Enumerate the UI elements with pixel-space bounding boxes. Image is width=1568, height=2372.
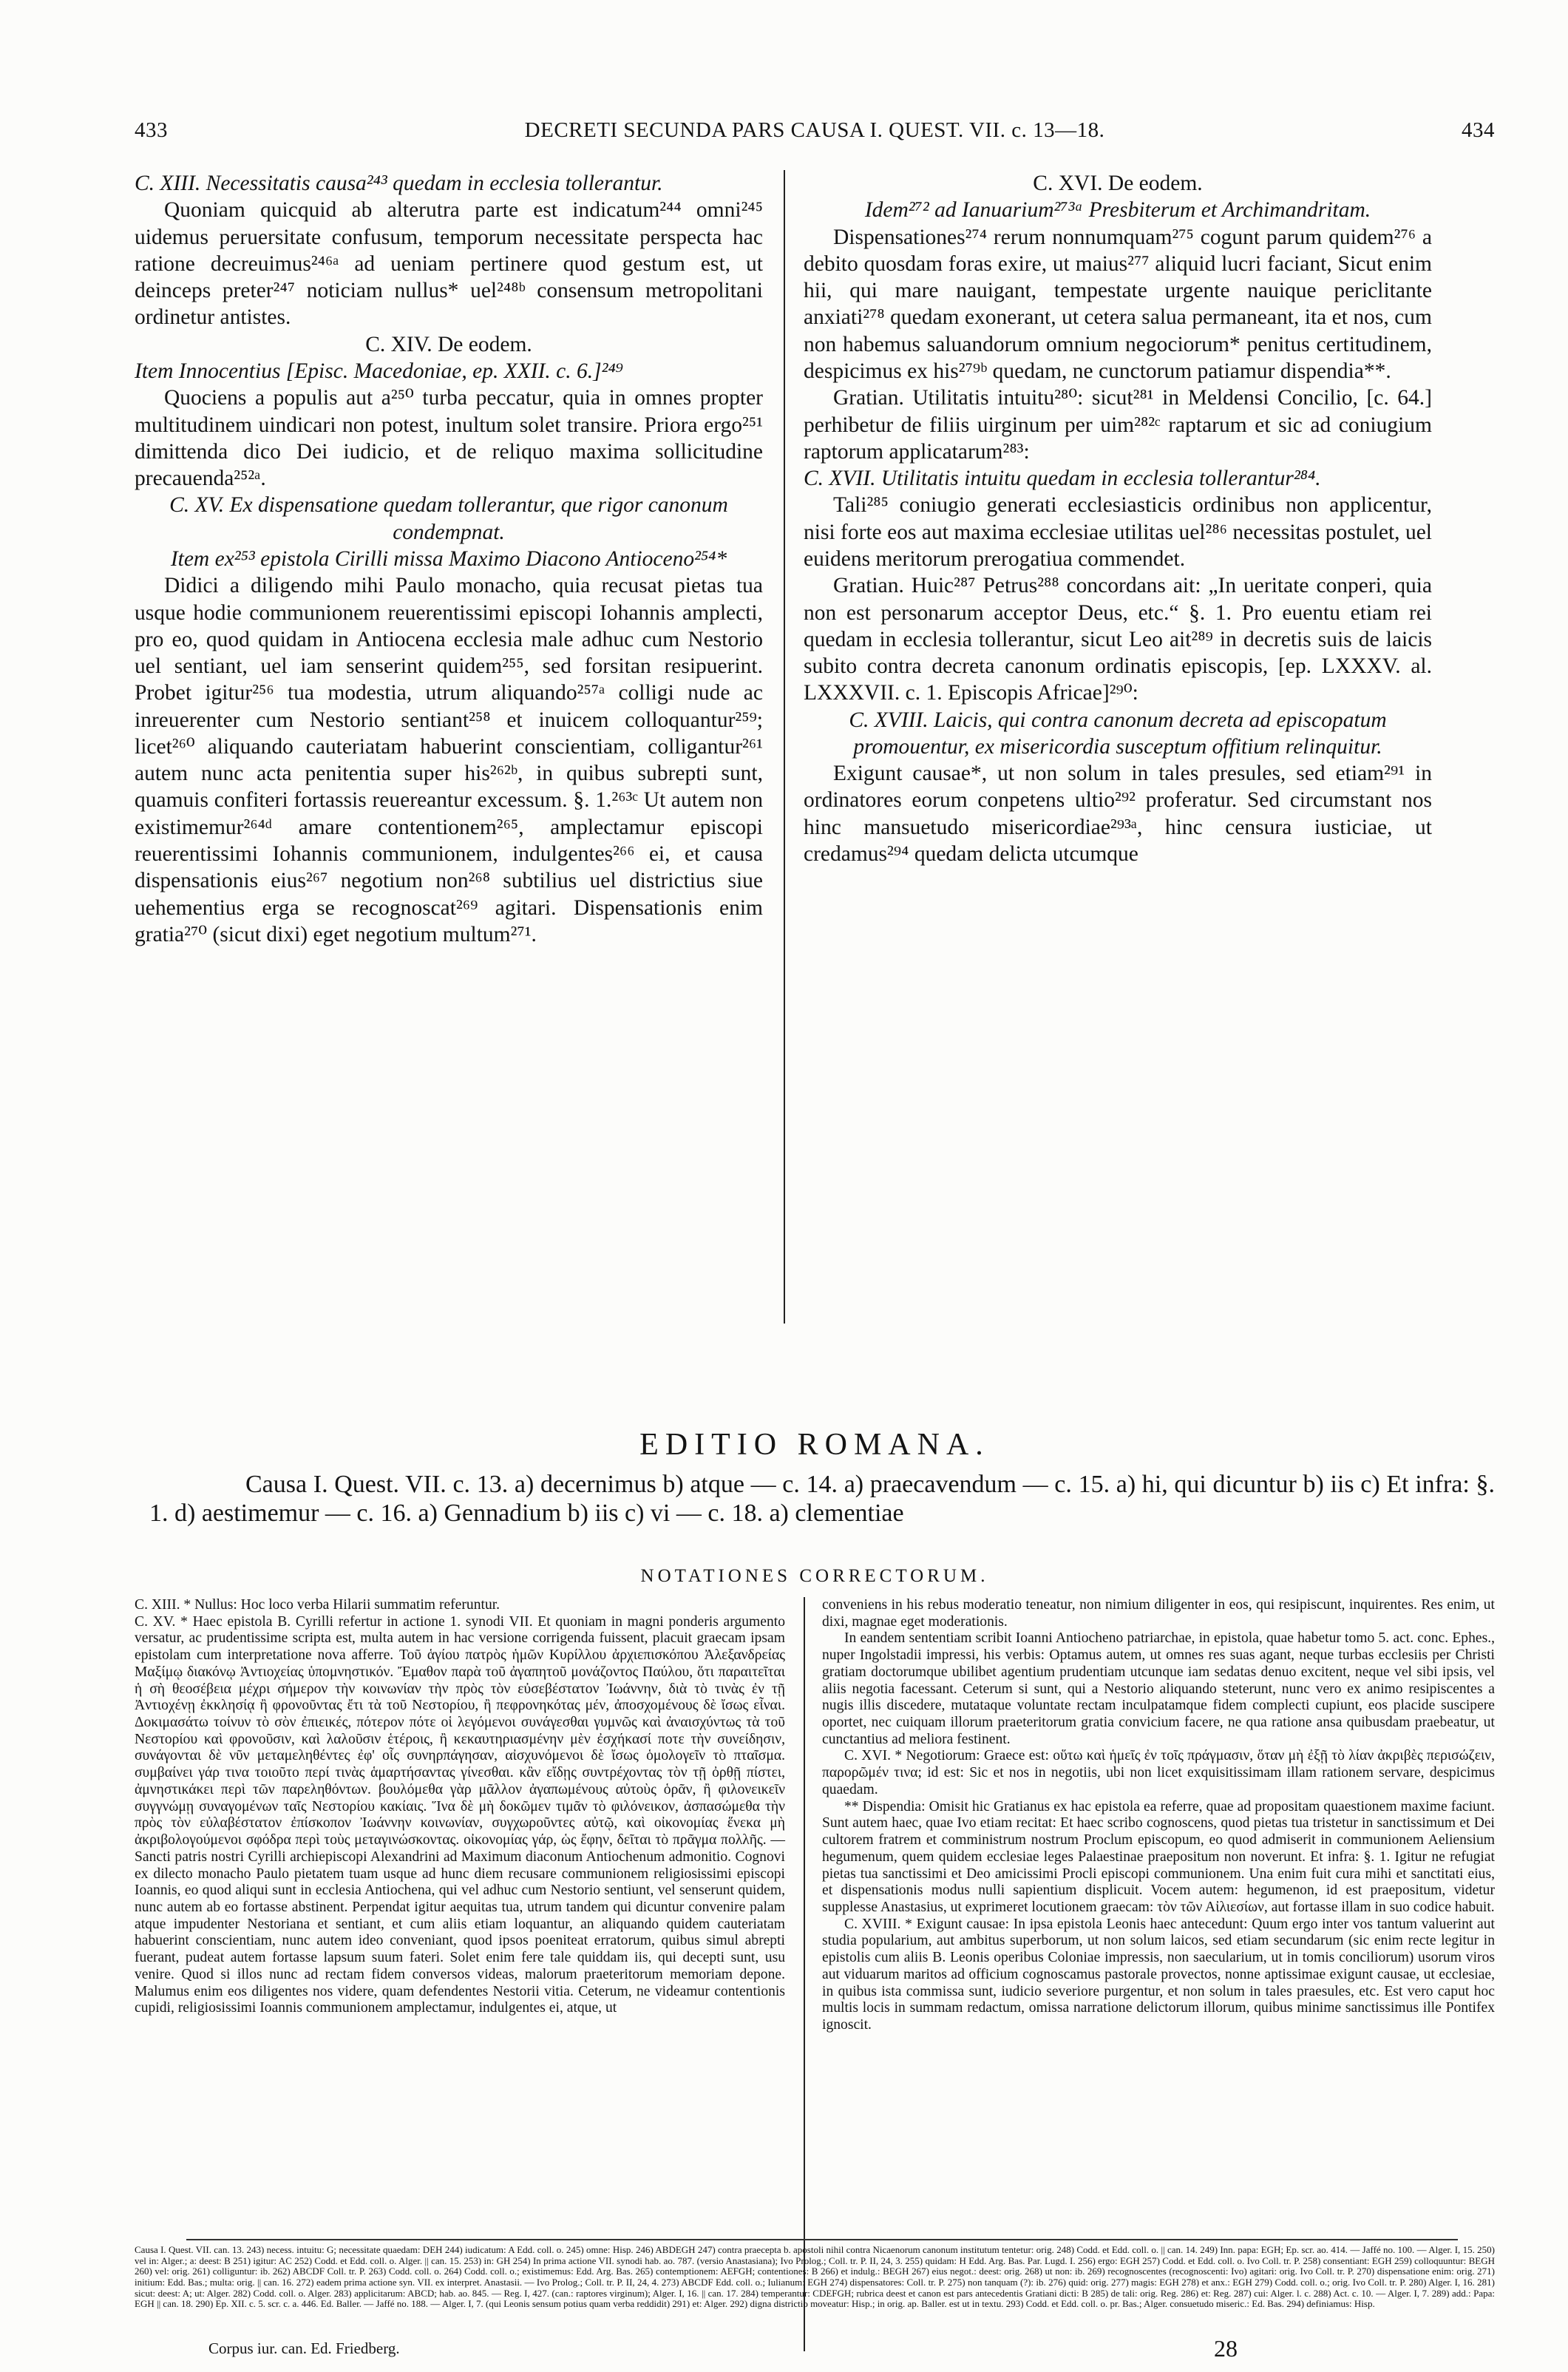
footer-corpus-citation: Corpus iur. can. Ed. Friedberg. — [208, 2339, 400, 2357]
chapter-14-inscription: Item Innocentius [Episc. Macedoniae, ep. XXII. c. 6.]²⁴⁹ — [135, 359, 623, 383]
document-page — [135, 118, 1495, 2033]
note-paragraph: In eandem sententiam scribit Ioanni Antiocheno patriarchae, in epistola, quae habetur tomo 5. act. conc. Ephes., nuper Ingolstadii impressi, his verbis: Optamus autem, ut omnes res suas agant, neque turbas ecclesiis per Christi gratiam doctorumque ubilibet agentium prudentiam utcunque iam sedatas denuo excitent, neque vel sibi ipsis, vel aliis negotia facessant. Ceterum si sunt, qui a Nestorio aliquando steterunt, nunc vero ex animo resipiscentes a nugis illis discedere, mutataque voluntate rectam inculpatamque fidem complecti cupiunt, eos placide suscipere oportet, nec cuiquam illorum praeteritorum gratia convicium facere, ne qua ratione ansa quibusdam praebeatur, ut cunctantius ad meliora festinent. — [822, 1630, 1495, 1747]
running-title: DECRETI SECUNDA PARS CAUSA I. QUEST. VII. c. 13—18. — [524, 118, 1105, 142]
main-text-columns — [135, 170, 1495, 1331]
chapter-14-heading: C. XIV. De eodem. — [365, 332, 532, 356]
chapter-16-gratian-dictum: Gratian. Utilitatis intuitu²⁸⁰: sicut²⁸¹ in Meldensi Concilio, [c. 64.] perhibetur de filiis uirginum per uim²⁸²ᶜ raptarum et sic ad coniugium raptorum applicatarum²⁸³: — [804, 386, 1432, 464]
footer — [135, 2335, 1495, 2365]
chapter-13-heading: C. XIII. Necessitatis causa²⁴³ quedam in ecclesia tollerantur. — [135, 172, 663, 195]
notationes-heading: NOTATIONES CORRECTORUM. — [640, 1566, 989, 1586]
editio-romana-text: Causa I. Quest. VII. c. 13. a) decernimus b) atque — c. 14. a) praecavendum — c. 15. a) hi, qui dicuntur b) iis c) Et infra: §. 1. d) aestimemur — c. 16. a) Gennadium b) iis c) vi — c. 18. a) clementiae — [149, 1471, 1495, 1528]
note-paragraph: C. XVI. * Negotiorum: Graece est: οὕτω καὶ ἡμεῖς ἐν τοῖς πράγμασιν, ὅταν μὴ ἐξῇ τὸ λίαν ἀκριβὲς περισώζειν, παρορῶμέν τινα; id est: Sic et nos in negotiis, ubi non licet exquisitissimam illam rationem servare, despicimus quaedam. — [822, 1748, 1495, 1797]
chapter-17-text: Tali²⁸⁵ coniugio generati ecclesiasticis ordinibus non applicentur, nisi forte eos aut maxima ecclesiae utilitas uel²⁸⁶ necessitas postulet, uel euidens meritorum prerogatiua commendet. — [804, 493, 1432, 571]
notationes-left-column — [135, 1597, 785, 2017]
running-header — [135, 118, 1495, 163]
chapter-17-gratian-dictum: Gratian. Huic²⁸⁷ Petrus²⁸⁸ concordans ait: „In ueritate conperi, quia non est personarum acceptor Deus, etc.“ §. 1. Pro euentu etiam rei quedam in ecclesia tollerantur, sicut Leo ait²⁸⁹ in decretis suis de laicis subito contra decreta canonum ordinatis episcopis, [ep. LXXXV. al. LXXXVII. c. 1. Episcopis Africae]²⁹⁰: — [804, 574, 1432, 705]
chapter-15-text: Didici a diligendo mihi Paulo monacho, quia recusat pietas tua usque hodie communionem reuerentissimi episcopi Iohannis amplecti, pro eo, quod quidam in Antiocena ecclesia male adhuc cum Nestorio uel sentiant, uel iam senserint quidem²⁵⁵, sed forsitan resipuerint. Probet igitur²⁵⁶ tua modestia, utrum aliquando²⁵⁷ᵃ colligi nude ac inreuerenter cum Nestorio sentiant²⁵⁸ et inuicem colloquantur²⁵⁹; licet²⁶⁰ aliquando cauteriatam habuerint conscientiam, colligantur²⁶¹ autem nunc acta penitentia super his²⁶²ᵇ, in quibus subrepti sunt, quamuis confiteri fortassis reuereantur excessum. §. 1.²⁶³ᶜ Ut autem non existimemur²⁶⁴ᵈ amare contentionem²⁶⁵, amplectamur episcopi reuerentissimi Iohannis communionem, indulgentes²⁶⁶ ei, et causa dispensationis eius²⁶⁷ negotium non²⁶⁸ subtilius uel districtius siue uehementius erga se recognoscat²⁶⁹ agitari. Dispensationis enim gratia²⁷⁰ (sicut dixi) eget negotium multum²⁷¹. — [135, 574, 763, 946]
notes-column-divider — [804, 1597, 805, 2351]
critical-apparatus: Causa I. Quest. VII. can. 13. 243) necess. intuitu: G; necessitate quaedam: DEH 244) iudicatum: A Edd. coll. o. 245) omne: Hisp. 246) ABDEGH 247) contra praecepta b. apostoli nihil contra Nicaenorum canonum institutum tentetur: orig. 248) Codd. et Edd. coll. o. || can. 14. 249) Inn. papa: EGH; Ep. scr. ao. 414. — Jaffé no. 100. — Alger. I, 15. 250) vel in: Alger.; a: deest: B 251) igitur: AC 252) Codd. et Edd. coll. o. Alger. || can. 15. 253) in: GH 254) In prima actione VII. synodi hab. ao. 787. (versio Anastasiana); Ivo Prolog.; Coll. tr. P. II, 24, 3. 255) quidam: H Edd. Arg. Bas. Par. Lugd. I. 256) ergo: EGH 257) Codd. et Edd. coll. o. Ivo Coll. tr. P. 258) consentiant: EGH 259) colloquuntur: BEGH 260) vel: orig. 261) colliguntur: ib. 262) ABCDF Coll. tr. P. 263) Codd. coll. o. 264) Codd. coll. o.; existimemus: Edd. Arg. Bas. 265) contemptionem: AEFGH; contentiones: B 266) et indulg.: BEGH 267) eius negot.: deest: orig. 268) ut non: ib. 269) recognoscentes (recognoscenti: Ivo) agitari: orig. Ivo Coll. tr. P. 270) dispensatione enim: orig. 271) initium: Edd. Bas.; multa: orig. || can. 16. 272) eadem prima actione syn. VII. ex interpret. Anastasii. — Ivo Prolog.; Coll. tr. P. II, 24, 4. 273) ABCDF Edd. coll. o.; Iulianum: EGH 274) dispensatores: Coll. tr. P. 275) non tanquam (?): ib. 276) quid: orig. 277) magis: EGH 278) et anx.: EGH 279) Codd. coll. o.; orig. Ivo Coll. tr. P. 280) Alger. I, 16. 281) sicut: deest: A; ut: Alger. 282) Codd. coll. o. Alger. 283) applicitarum: ABCD; hab. ao. 845. — Reg. I, 427. (can.: raptores virginum); Alger. I, 16. || can. 17. 284) temperantur: CDEFGH; rubrica deest et canon est pars antecedentis Gratiani dicti: B 285) de tali: orig. Reg. 286) et: Reg. 287) cui: Alger. l. c. 288) Act. c. 10. — Alger. I, 7. 289) add.: Papa: EGH || can. 18. 290) Ep. XII. c. 5. scr. c. a. 446. Ed. Baller. — Jaffé no. 188. — Alger. I, 7. (qui Leonis sensum potius quam verba reddidit) 291) et: Alger. 292) digna districtio moveatur: Hisp.; in orig. ap. Baller. est ut in textu. 293) Codd. et Edd. coll. o. pr. Bas.; Alger. consuetudo miseric.: Ed. Bas. 294) definiamus: Hisp. — [135, 2245, 1495, 2310]
editio-romana-heading: EDITIO ROMANA. — [639, 1428, 990, 1462]
right-text-column — [804, 170, 1432, 867]
note-paragraph: C. XV. * Haec epistola B. Cyrilli refertur in actione 1. synodi VII. Et quoniam in magni ponderis argumento versatur, ac prudentissime scripta est, multa autem in hac versione corrigenda fuissent, placuit graecam ipsam epistolam cum interpretatione nova afferre. Τοῦ ἁγίου πατρὸς ἡμῶν Κυρίλλου ἀρχιεπισκόπου Ἀλεξανδρείας Μαξίμῳ διακόνῳ Ἀντιοχείας ὑπομνηστικόν. Ἔμαθον παρὰ τοῦ ἀγαπητοῦ μονάζοντος Παύλου, ὅτι παραιτεῖται ἡ σὴ θεοσέβεια μέχρι σήμερον τὴν κοινωνίαν τὴν πρὸς τὸν εὐσεβέστατον Ἰωάννην, διὰ τὸ τινὰς ἐν τῇ Ἀντιοχένῃ ἐκκλησίᾳ ἢ φρονοῦντας ἔτι τὰ τοῦ Νεστορίου, ἢ πεφρονηκότας μέν, ἀποσχομένους δὲ ἴσως εἶναι. Δοκιμασάτω τοίνυν τὸ σὸν ἐπιεικές, πότερον πότε οἱ λεγόμενοι συνάγεσθαι γυμνῶς καὶ ἀναισχύντως τὰ τοῦ Νεστορίου καὶ φρονοῦσιν, καὶ λαλοῦσιν ἑτέροις, ἢ κεκαυτηριασμένην μὲν ἐσχήκασί ποτε τὴν συνείδησιν, συνάγονται δὲ νῦν μεταμεληθέντες ἐφ' οἷς συνηρπάγησαν, αἰσχυνόμενοι δὲ ἴσως ὁμολογεῖν τὸ πταῖσμα. συμβαίνει γάρ τινα τοιοῦτο περί τινὰς ἁμαρτήσαντας γίνεσθαι. κἂν εἴδῃς συντρέχοντας τὸν τῇ ὀρθῇ πίστει, ἀμνηστικάκει περὶ τῶν παρεληθόντων. βουλόμεθα γὰρ μᾶλλον ἀγαπωμένους αὐτοὺς ὁρᾶν, ἢ φιλονεικεῖν συγγνώμῃ συναγομένων ταῖς Νεστορίου κακίαις. Ἵνα δὲ μὴ δοκῶμεν τιμᾶν τὸ φιλόνεικον, ἀσπασώμεθα τὴν πρὸς τὸν εὐλαβέστατον ἐπίσκοπον Ἰωάννην κοινωνίαν, συγχωροῦντες αὐτῷ, καὶ οἰκονομίας ἕνεκα μὴ ἀκριβολογούμενοι σφόδρα περὶ τοὺς μεταγινώσκοντας. οἰκονομίας γάρ, ὡς ἔφην, δεῖται τὸ πρᾶγμα πολλῆς. — Sancti patris nostri Cyrilli archiepiscopi Alexandrini ad Maximum diaconum Antiochenum admonitio. Cognovi ex dilecto monacho Paulo pietatem tuam usque ad hunc diem recusare communionem religiosissimi episcopi Ioannis, eo quod aliqui sunt in ecclesia Antiochena, qui vel adhuc cum Nestorio sentiunt, vel senserunt quidem, nunc autem ab eo fortasse abstinent. Perpendat igitur aequitas tua, utrum tandem qui dicuntur convenire palam atque impudenter Nestoriana et sentiant, et cum aliis etiam loquantur, an aliquando quidem cauteriatam habuerint conscientiam, nunc autem ideo conveniant, quod ipsos poeniteat erratorum, quibus simul abrepti fuerant, pudeat autem fortasse lapsum suum fateri. Solet enim fere tale quiddam iis, qui decepti sunt, usu venire. Quod si illos nunc ad rectam fidem conversos videas, malorum praeteritorum memoriam depone. Malumus enim eos diligentes nos videre, quam defendentes Nestorii vitia. Ceterum, ne videamur contentionis cupidi, religiosissimi Ioannis communionem amplectamur, indulgentes ei, atque, ut — [135, 1613, 785, 2016]
note-paragraph: ** Dispendia: Omisit hic Gratianus ex hac epistola ea referre, quae ad propositam quaestionem maxime faciunt. Sunt autem haec, quae Ivo etiam recitat: Et haec scribo cognoscens, quod pietas tua tristetur in sanctissimum et Dei cultorem fratrem et comministrum nostrum Proclum episcopum, eo quod admiserit in communionem Aeliensium hegumenum, quem quidem ecclesiae leges Palaestinae praepositum non noverunt. Et infra: §. 1. Igitur ne refugiat pietas tua sanctissimi et Deo amicissimi Procli episcopi communionem. Una enim fuit cura mihi et sanctitati eius, et dispensationis modus nulli sapientium displicuit. Vocem autem: hegumenon, id est praepositum, videtur supplesse Anastasius, ut exprimeret locutionem graecam: τὸν τῶν Αἰλιεσίων, aut fortasse illam in suo codice habuit. — [822, 1798, 1495, 1915]
chapter-16-heading: C. XVI. De eodem. — [1033, 172, 1203, 195]
chapter-18-heading: C. XVIII. Laicis, qui contra canonum decreta ad episcopatum promouentur, ex misericordia susceptum offitium relinquitur. — [849, 708, 1387, 759]
chapter-17-heading: C. XVII. Utilitatis intuitu quedam in ecclesia tollerantur²⁸⁴. — [804, 467, 1321, 491]
chapter-15-inscription: Item ex²⁵³ epistola Cirilli missa Maximo Diacono Antioceno²⁵⁴* — [170, 546, 727, 571]
note-paragraph: C. XVIII. * Exigunt causae: In ipsa epistola Leonis haec antecedunt: Quum ergo inter vos tantum valuerint aut studia popularium, aut ambitus superborum, ut non solum laicos, sed etiam secundarum (sic enim recte legitur in epistolis cum aliis B. Leonis operibus Coloniae impressis, non saecularium, ut in tomis conciliorum) usorum viros aut viduarum maritos ad officium cognoscamus pastorale provectos, nonne aptissimae exigunt causae, ut ecclesiae, in quibus ista commissa sunt, iudicio severiore purgentur, et non solum in tales praesules, etc. Est vero caput hoc multis locis in summam redactum, omissa narratione delictorum illorum, quibus minime sanctissimus ille Pontifex ignoscit. — [822, 1916, 1495, 2033]
note-paragraph: conveniens in his rebus moderatio teneatur, non nimium diligenter in eos, qui resipiscunt, inquirentes. Res enim, ut dixi, magnae eget moderationis. — [822, 1597, 1495, 1630]
chapter-15-heading: C. XV. Ex dispensatione quedam tollerantur, que rigor canonum condempnat. — [169, 493, 728, 544]
notationes-right-column — [822, 1597, 1495, 2034]
left-text-column — [135, 170, 763, 948]
left-page-number: 433 — [135, 118, 168, 142]
right-page-number: 434 — [1462, 118, 1495, 142]
sheet-signature: 28 — [1214, 2335, 1238, 2362]
chapter-13-text: Quoniam quicquid ab alterutra parte est indicatum²⁴⁴ omni²⁴⁵ uidemus peruersitate confusum, temporum necessitate perspecta hac ratione decreuimus²⁴⁶ᵃ ad ueniam pertinere quod gestum est, ut deinceps preter²⁴⁷ noticiam nullus* uel²⁴⁸ᵇ consensum metropolitani ordinetur antistes. — [135, 198, 763, 330]
column-divider — [784, 170, 785, 1324]
chapter-16-inscription: Idem²⁷² ad Ianuarium²⁷³ᵃ Presbiterum et Archimandritam. — [864, 198, 1371, 223]
chapter-16-text: Dispensationes²⁷⁴ rerum nonnumquam²⁷⁵ cogunt parum quidem²⁷⁶ a debito quosdam foras exire, ut maius²⁷⁷ aliquid lucri faciant, Sicut enim hii, qui mare nauigant, tempestate urgente nauique periclitante anxiati²⁷⁸ quedam exonerant, ut cetera salua permaneant, ita et nos, cum non habemus saluandorum omnium negociorum* penitus certitudinem, despicimus ex his²⁷⁹ᵇ quedam, ne cunctorum patiamur dispendia**. — [804, 225, 1432, 383]
chapter-14-text: Quociens a populis aut a²⁵⁰ turba peccatur, quia in omnes propter multitudinem uindicari non potest, inultum solet transire. Priora ergo²⁵¹ dimittenda dico Dei iudicio, et de reliquo maxima sollicitudine precauenda²⁵²ᵃ. — [135, 386, 763, 491]
notationes-columns — [135, 1597, 1495, 2351]
apparatus-rule — [186, 2239, 1458, 2240]
chapter-18-text: Exigunt causae*, ut non solum in tales presules, sed etiam²⁹¹ in ordinatores eorum conpetens ultio²⁹² proferatur. Sed circumstant nos hinc mansuetudo misericordiae²⁹³ᵃ, hinc censura iusticiae, ut credamus²⁹⁴ quedam delicta utcumque — [804, 762, 1432, 867]
note-paragraph: C. XIII. * Nullus: Hoc loco verba Hilarii summatim referuntur. — [135, 1597, 500, 1613]
